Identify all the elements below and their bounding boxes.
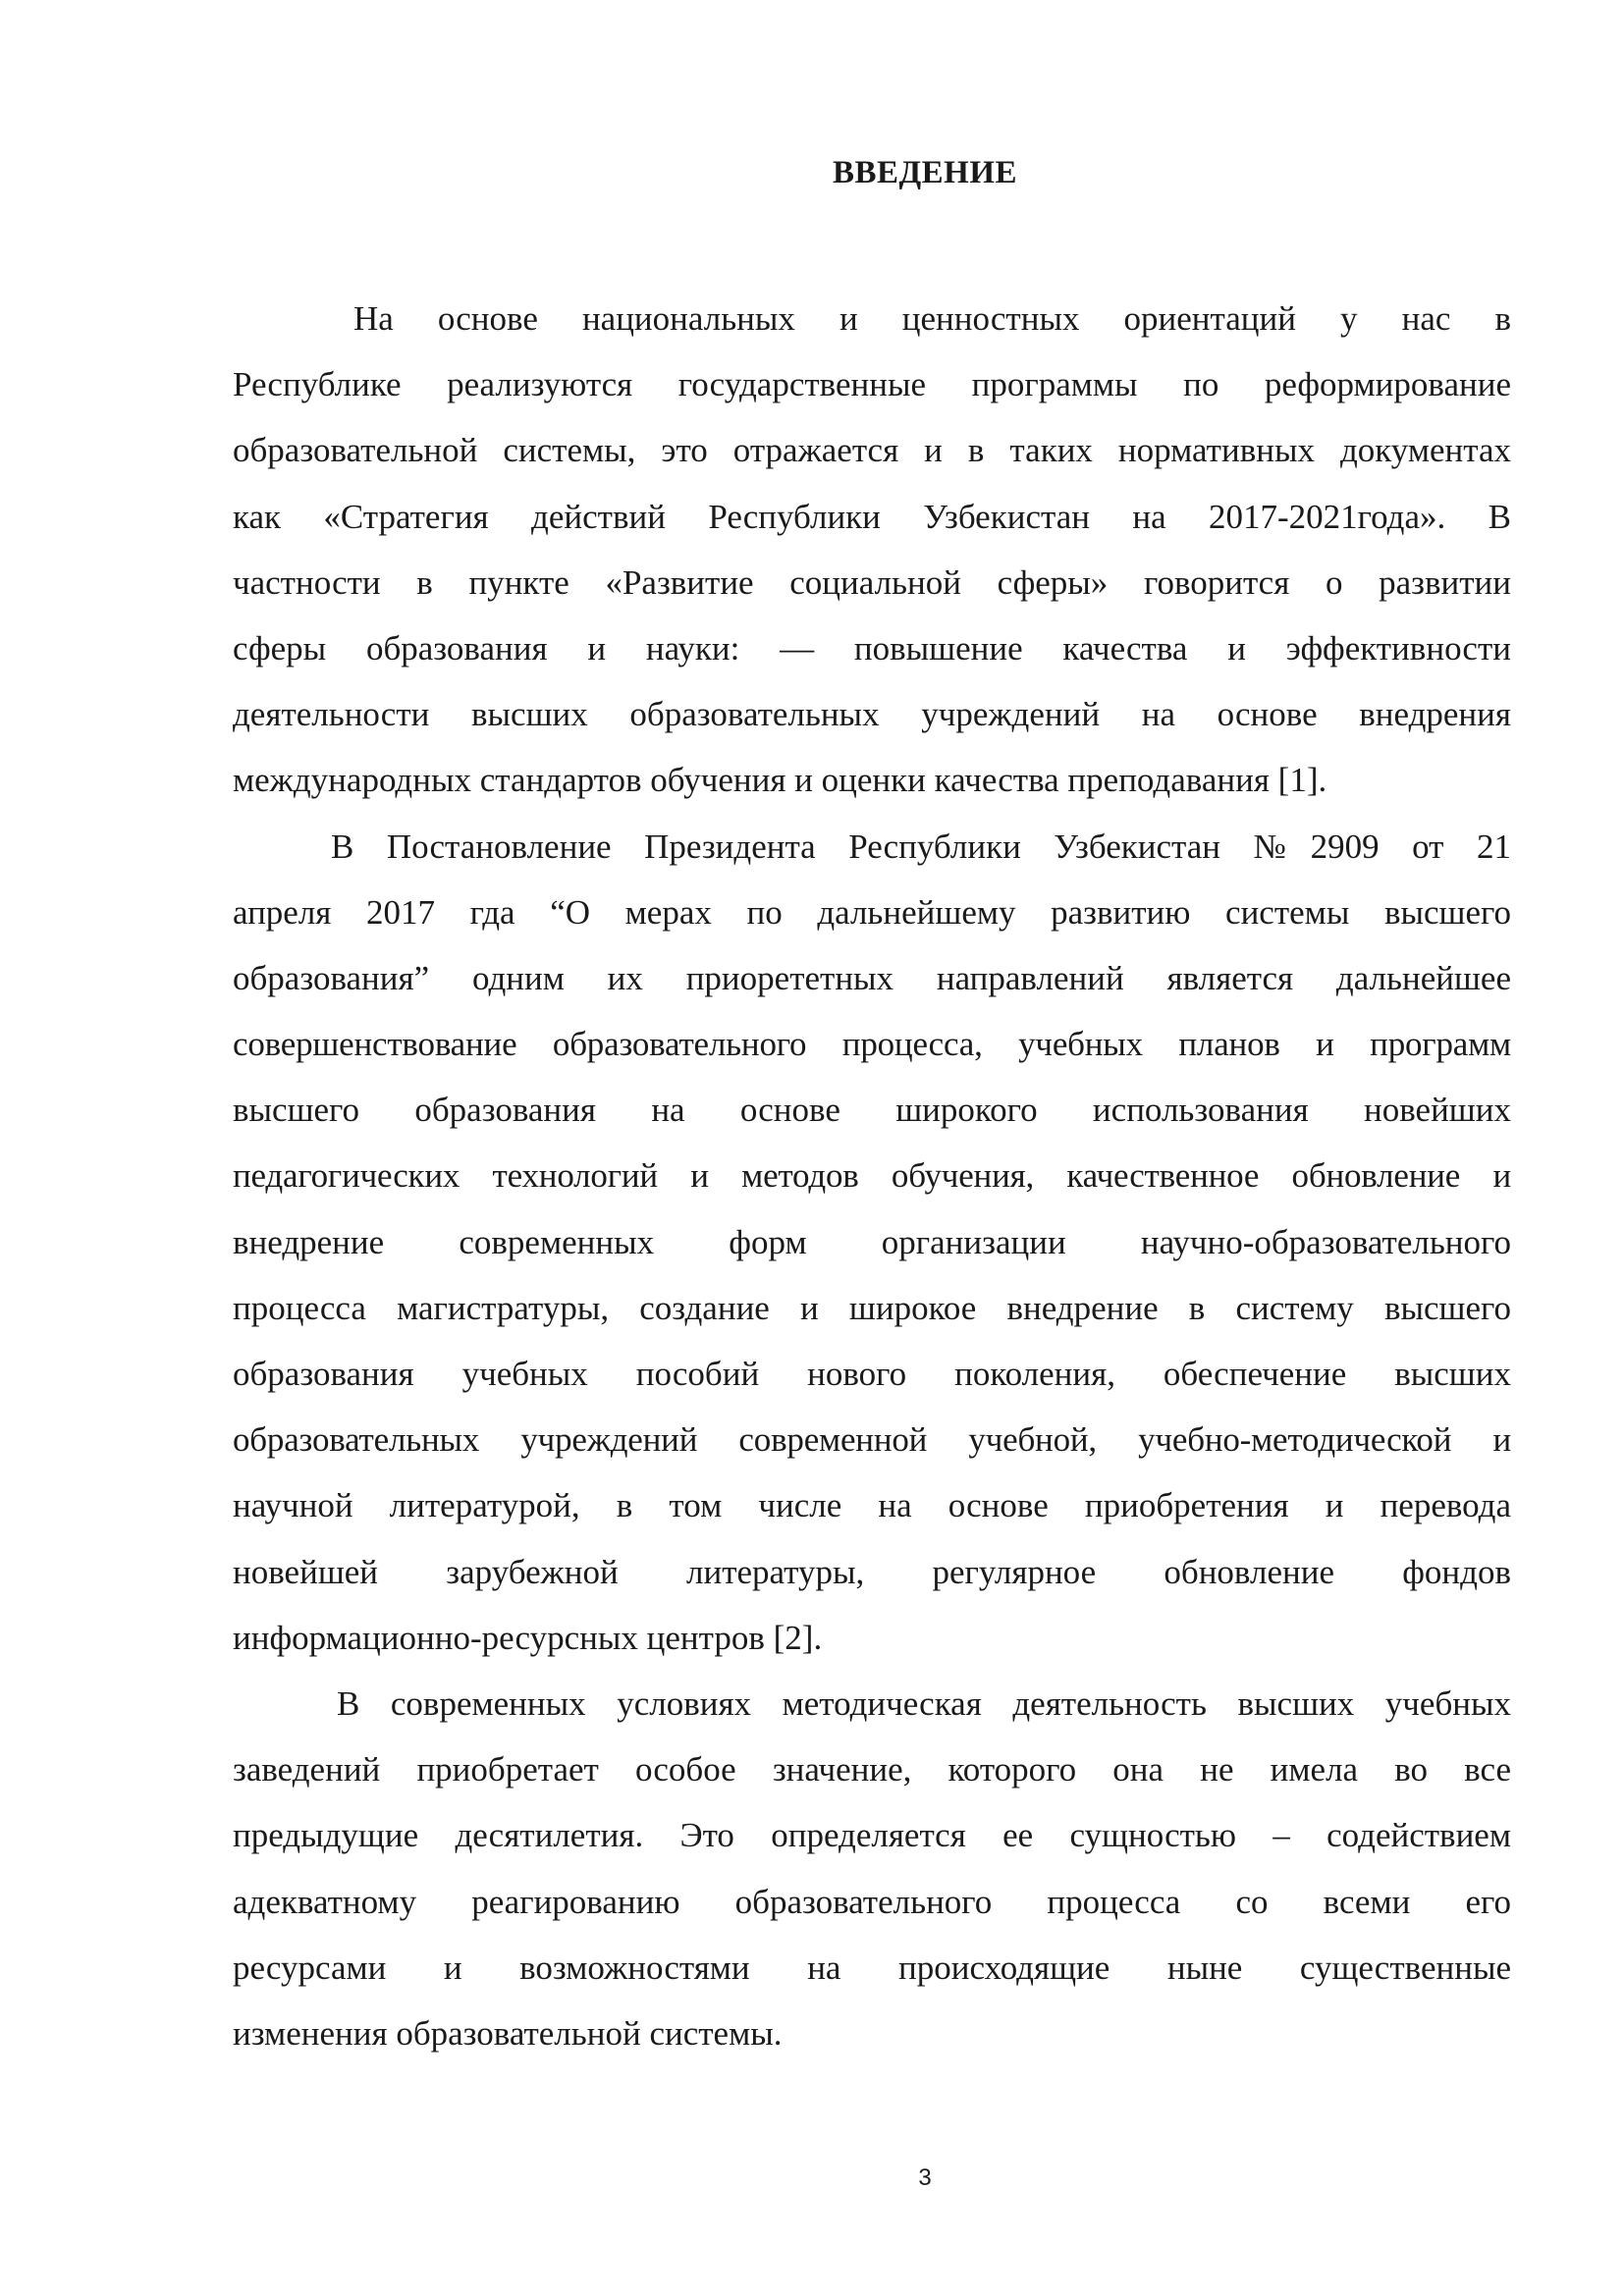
paragraph-1 — [233, 286, 1511, 814]
text-line: адекватному реагированию образовательного процесса со всеми его — [233, 1882, 1511, 1921]
text-line: ресурсами и возможностями на происходящие ныне существенные — [233, 1948, 1511, 1987]
text-line: высшего образования на основе широкого использования новейших — [233, 1091, 1511, 1130]
text-line: деятельности высших образовательных учреждений на основе внедрения — [233, 695, 1511, 734]
paragraph-2 — [233, 814, 1511, 1671]
text-line: сферы образования и науки: — повышение качества и эффективности — [233, 628, 1511, 667]
text-line: В современных условиях методическая деятельность высших учебных — [337, 1683, 1511, 1723]
text-line: образовательных учреждений современной учебной, учебно-методической и — [233, 1420, 1511, 1460]
text-line: педагогических технологий и методов обучения, качественное обновление и — [233, 1156, 1511, 1196]
text-line: образования учебных пособий нового поколения, обеспечение высших — [233, 1355, 1511, 1393]
text-line: совершенствование образовательного процесса, учебных планов и программ — [233, 1025, 1511, 1064]
text-line: Республике реализуются государственные программы по реформирование — [233, 365, 1511, 404]
text-line: информационно-ресурсных центров [2]. — [233, 1618, 823, 1657]
text-line: новейшей зарубежной литературы, регулярное обновление фондов — [233, 1552, 1511, 1591]
text-line: изменения образовательной системы. — [233, 2013, 783, 2053]
page-title: ВВЕДЕНИЕ — [832, 155, 1018, 190]
text-line: На основе национальных и ценностных ориентаций у нас в — [353, 299, 1511, 338]
text-line: заведений приобретает особое значение, которого она не имела во все — [233, 1750, 1511, 1789]
text-line: В Постановление Президента Республики Узбекистан №2909 от 21 — [331, 827, 1511, 866]
text-line: образования” одним их приорететных направлений является дальнейшее — [233, 958, 1511, 997]
text-line: внедрение современных форм организации научно-образовательного — [233, 1222, 1511, 1261]
text-line: научной литературой, в том числе на основе приобретения и перевода — [233, 1486, 1511, 1525]
text-line: апреля 2017 гда “О мерах по дальнейшему развитию системы высшего — [233, 892, 1511, 932]
text-line: международных стандартов обучения и оценки качества преподавания [1]. — [233, 761, 1327, 800]
body-text — [233, 286, 1511, 2066]
text-line: предыдущие десятилетия. Это определяется ее сущностью – содействием — [233, 1816, 1511, 1855]
page-number: 3 — [918, 2164, 932, 2191]
paragraph-3 — [233, 1671, 1511, 2066]
text-line: процесса магистратуры, создание и широкое внедрение в систему высшего — [233, 1288, 1511, 1327]
text-line: как «Стратегия действий Республики Узбекистан на 2017-2021года». В — [233, 497, 1511, 536]
text-line: образовательной системы, это отражается и в таких нормативных документах — [233, 431, 1511, 470]
text-line: частности в пункте «Развитие социальной сферы» говорится о развитии — [233, 562, 1511, 602]
